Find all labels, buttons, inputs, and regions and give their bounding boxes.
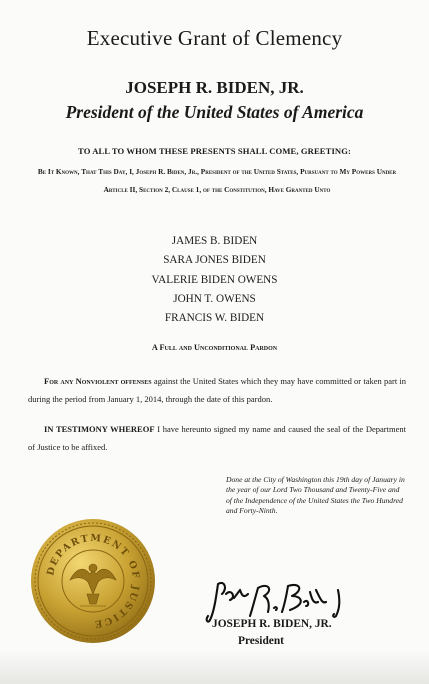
page-bottom-shadow bbox=[0, 650, 429, 684]
offense-text: against the United States which they may have committed or taken part in during the period from January 1, 2014, through the date of this pardon. bbox=[28, 376, 406, 404]
president-signature bbox=[204, 572, 374, 624]
grantor-office: President of the United States of America bbox=[65, 102, 364, 122]
signer-name: JOSEPH R. BIDEN, JR. bbox=[212, 618, 332, 630]
greeting-line: TO ALL TO WHOM THESE PRESENTS SHALL COME, GREETING: bbox=[78, 146, 351, 156]
testimony-text: I have hereunto signed my name and caused the seal of the Department of Justice to be affixed. bbox=[28, 424, 406, 452]
grantee-name: VALERIE BIDEN OWENS bbox=[151, 273, 278, 286]
testimony-paragraph bbox=[28, 421, 406, 456]
grantor-name: JOSEPH R. BIDEN, JR. bbox=[125, 78, 304, 97]
offense-lead: For any Nonviolent offenses bbox=[44, 376, 152, 386]
grantee-name: JOHN T. OWENS bbox=[173, 292, 256, 305]
grantee-list bbox=[0, 232, 429, 328]
testimony-lead: IN TESTIMONY WHEREOF bbox=[44, 424, 155, 434]
grantee-name: FRANCIS W. BIDEN bbox=[164, 312, 265, 325]
grantee-name: JAMES B. BIDEN bbox=[171, 235, 258, 247]
offense-paragraph bbox=[28, 373, 406, 408]
preamble-text: Be It Known, That This Day, I, Joseph R. Biden, Jr., President of the United States, Pursuant to My Powers Under Article II, Section 2, Clause 1, of the Constitution, Have Granted Unto bbox=[37, 167, 397, 194]
signer-title: President bbox=[238, 635, 284, 647]
done-at-clause: Done at the City of Washington this 19th day of January in the year of our Lord Two Thousand and Twenty-Five and of the Independence of the United States the Two Hundred and Forty-Ninth. bbox=[226, 475, 405, 516]
document-title: Executive Grant of Clemency bbox=[86, 26, 343, 50]
seal-legend-path: DEPARTMENT OF JUSTICE bbox=[45, 532, 142, 630]
pardon-type: A Full and Unconditional Pardon bbox=[151, 343, 278, 352]
doj-seal-icon bbox=[30, 518, 156, 644]
grantee-name: SARA JONES BIDEN bbox=[163, 254, 266, 267]
